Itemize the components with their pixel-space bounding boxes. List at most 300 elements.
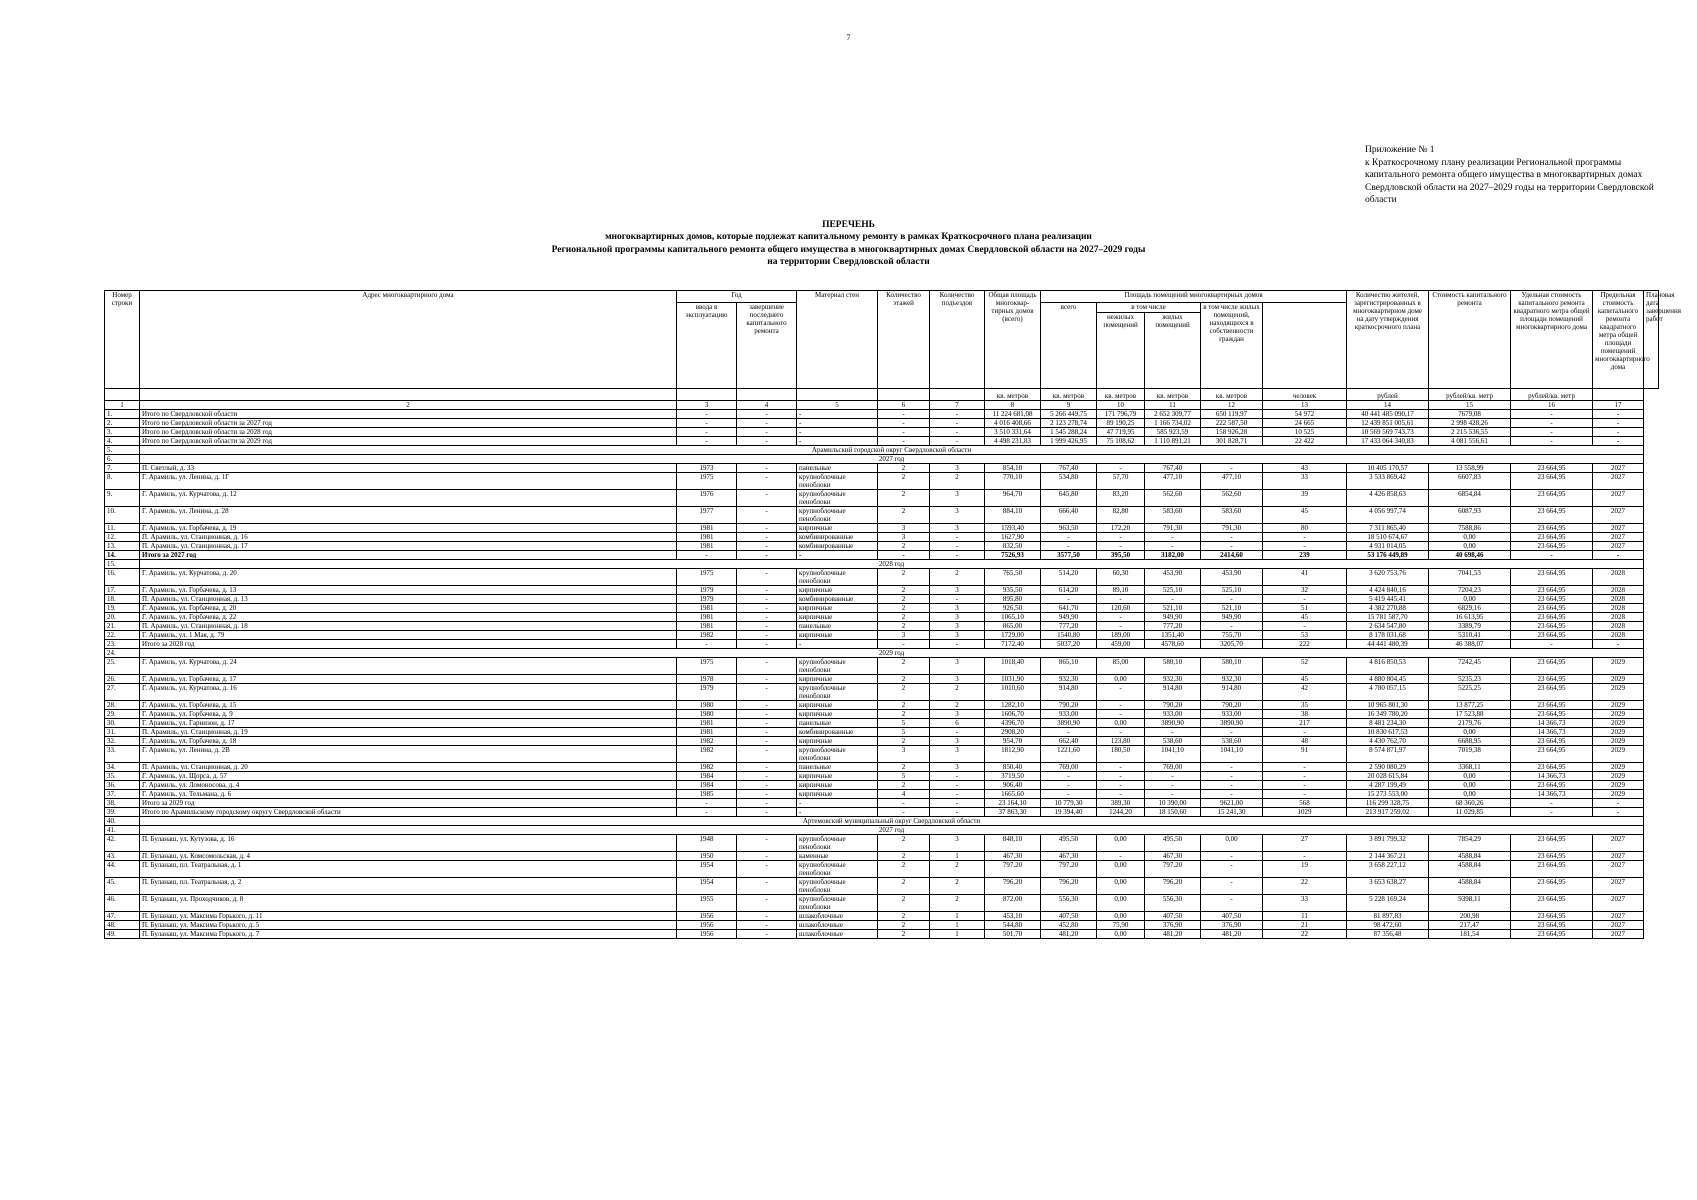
table-cell: 580,10 [1201, 658, 1263, 675]
table-cell: 21 [1263, 921, 1347, 930]
table-cell: 933,00 [1041, 710, 1097, 719]
table-cell: 43 [1263, 464, 1347, 473]
row-address: Г. Арамиль, ул. Тельмана, д. 6 [140, 790, 677, 799]
table-cell: 4 [878, 790, 930, 799]
table-cell: - [878, 799, 930, 808]
table-cell: 123,80 [1097, 737, 1145, 746]
table-cell: 769,00 [1041, 763, 1097, 772]
table-cell: 2908,20 [985, 728, 1041, 737]
table-cell: 1979 [677, 586, 737, 595]
row-number: 35. [105, 772, 140, 781]
table-cell: - [737, 604, 797, 613]
table-cell: 87 356,48 [1347, 930, 1429, 939]
table-cell: 3 891 799,32 [1347, 835, 1429, 852]
table-cell: 4396,70 [985, 719, 1041, 728]
table-cell: - [1097, 613, 1145, 622]
table-cell: 2029 [1593, 719, 1644, 728]
table-cell: 453,90 [1145, 569, 1201, 586]
table-row [105, 737, 1659, 746]
table-cell: 3 620 753,76 [1347, 569, 1429, 586]
table-cell: - [930, 640, 985, 649]
table-cell: - [1593, 799, 1644, 808]
row-number: 47. [105, 912, 140, 921]
table-cell: - [1097, 622, 1145, 631]
table-cell: крупноблочные пеноблоки [797, 684, 878, 701]
table-cell: 23 664,95 [1511, 613, 1593, 622]
table-cell: 2027 [1593, 895, 1644, 912]
table-cell: - [1145, 790, 1201, 799]
table-cell: 80 [1263, 524, 1347, 533]
table-cell: 1 [930, 930, 985, 939]
table-cell: панельные [797, 719, 878, 728]
header-total-area: Общая площадь многоквар-тирных домов (всего) [985, 291, 1041, 389]
table-cell: 27 [1263, 835, 1347, 852]
table-cell: 17 523,88 [1429, 710, 1511, 719]
table-row [105, 586, 1659, 595]
unit-cell: рублей/кв. метр [1429, 389, 1511, 401]
row-number: 20. [105, 613, 140, 622]
table-cell: кирпичные [797, 586, 878, 595]
table-cell: - [737, 586, 797, 595]
table-cell: 2 [878, 684, 930, 701]
table-cell: 467,30 [985, 852, 1041, 861]
table-cell: 1 545 288,24 [1041, 428, 1097, 437]
header-all: всего [1041, 303, 1097, 389]
table-cell: 2 [878, 658, 930, 675]
table-cell: 2 215 536,55 [1429, 428, 1511, 437]
table-cell: 40 698,46 [1429, 551, 1511, 560]
table-cell: 4588,84 [1429, 861, 1511, 878]
table-cell: 6087,93 [1429, 507, 1511, 524]
table-cell: - [930, 790, 985, 799]
table-cell: 1627,90 [985, 533, 1041, 542]
table-cell: - [1041, 728, 1097, 737]
table-cell: 2 [878, 490, 930, 507]
table-cell: 2 [878, 622, 930, 631]
table-cell: 2027 [1593, 912, 1644, 921]
table-cell: 1351,40 [1145, 631, 1201, 640]
table-cell: 2 [878, 895, 930, 912]
table-cell: - [677, 428, 737, 437]
table-cell: 1282,10 [985, 701, 1041, 710]
table-cell: 1980 [677, 710, 737, 719]
table-cell: 2029 [1593, 790, 1644, 799]
table-cell: 1812,90 [985, 746, 1041, 763]
table-cell: 3 [930, 490, 985, 507]
table-cell: 777,20 [1041, 622, 1097, 631]
table-cell: - [1097, 710, 1145, 719]
table-cell: 171 796,79 [1097, 410, 1145, 419]
section-row [105, 560, 1659, 569]
table-row [105, 640, 1659, 649]
row-number: 32. [105, 737, 140, 746]
table-cell: - [1097, 701, 1145, 710]
table-cell: 2027 [1593, 930, 1644, 939]
unit-cell [797, 389, 878, 401]
table-cell: 10 779,30 [1041, 799, 1097, 808]
table-cell: 2 [878, 921, 930, 930]
table-cell: 932,30 [1145, 675, 1201, 684]
table-cell: 797,20 [1145, 861, 1201, 878]
table-cell: 949,90 [1041, 613, 1097, 622]
table-cell: 1 110 891,21 [1145, 437, 1201, 446]
table-cell: каменные [797, 852, 878, 861]
table-cell: кирпичные [797, 604, 878, 613]
table-cell: 954,70 [985, 737, 1041, 746]
column-number: 11 [1145, 401, 1201, 410]
table-cell: комбинированные [797, 728, 878, 737]
table-cell: 376,90 [1145, 921, 1201, 930]
row-address: Г. Арамиль, ул. Курчатова, д. 24 [140, 658, 677, 675]
table-body [105, 410, 1659, 939]
table-cell: - [737, 781, 797, 790]
table-cell: - [737, 551, 797, 560]
table-cell: 2 [930, 895, 985, 912]
column-number: 16 [1511, 401, 1593, 410]
table-cell: 7 311 865,40 [1347, 524, 1429, 533]
table-cell: - [737, 808, 797, 817]
table-cell: 23 664,95 [1511, 930, 1593, 939]
row-number: 14. [105, 551, 140, 560]
table-cell: 467,30 [1041, 852, 1097, 861]
page-number: 7 [846, 33, 851, 42]
table-cell: 796,20 [1145, 878, 1201, 895]
table-cell: 585 923,59 [1145, 428, 1201, 437]
table-row [105, 878, 1659, 895]
unit-cell [140, 389, 677, 401]
table-cell: 865,10 [1041, 658, 1097, 675]
table-cell: 1041,10 [1201, 746, 1263, 763]
table-cell: 89 190,25 [1097, 419, 1145, 428]
table-cell: 1956 [677, 930, 737, 939]
header-entrances: Количество подъездов [930, 291, 985, 389]
table-cell: - [1201, 861, 1263, 878]
unit-cell: рублей [1347, 389, 1429, 401]
table-cell: 23 664,95 [1511, 569, 1593, 586]
table-cell: - [1201, 790, 1263, 799]
row-number: 13. [105, 542, 140, 551]
table-cell: - [1097, 595, 1145, 604]
header-year-repair: завершение последнего капитального ремонта [737, 303, 797, 389]
table-row [105, 428, 1659, 437]
table-row [105, 542, 1659, 551]
table-cell: панельные [797, 464, 878, 473]
table-cell: 1956 [677, 921, 737, 930]
table-cell: 213 917 259,02 [1347, 808, 1429, 817]
table-cell: 4588,84 [1429, 852, 1511, 861]
table-cell: 1948 [677, 835, 737, 852]
table-cell: 47 719,95 [1097, 428, 1145, 437]
table-cell: 0,00 [1097, 895, 1145, 912]
table-cell: 10 965 801,30 [1347, 701, 1429, 710]
table-cell: 477,10 [1201, 473, 1263, 490]
table-cell: крупноблочные пеноблоки [797, 746, 878, 763]
table-cell: 2028 [1593, 631, 1644, 640]
table-cell: 914,80 [1041, 684, 1097, 701]
table-cell: 1984 [677, 772, 737, 781]
table-cell: - [737, 930, 797, 939]
table-cell: - [737, 675, 797, 684]
column-number: 7 [930, 401, 985, 410]
table-cell: 0,00 [1429, 533, 1511, 542]
table-cell: комбинированные [797, 595, 878, 604]
row-address: П. Буланаш, ул. Кутузова, д. 16 [140, 835, 677, 852]
table-cell: 3 [930, 622, 985, 631]
header-res: жилых помещений [1145, 313, 1201, 389]
table-cell: 68 360,26 [1429, 799, 1511, 808]
table-cell: - [1041, 542, 1097, 551]
table-cell: 872,00 [985, 895, 1041, 912]
table-cell: 2028 [1593, 622, 1644, 631]
table-cell: 11 029,85 [1429, 808, 1511, 817]
row-number: 22. [105, 631, 140, 640]
table-cell: 4 430 762,70 [1347, 737, 1429, 746]
section-row [105, 826, 1659, 835]
table-cell: 3 [878, 524, 930, 533]
table-cell: 2 [930, 701, 985, 710]
table-cell: 755,70 [1201, 631, 1263, 640]
table-cell: - [930, 728, 985, 737]
table-cell: 7019,38 [1429, 746, 1511, 763]
table-cell: 23 664,95 [1511, 542, 1593, 551]
row-number: 21. [105, 622, 140, 631]
table-cell: 2 [878, 473, 930, 490]
row-number: 2. [105, 419, 140, 428]
table-cell: 1221,60 [1041, 746, 1097, 763]
table-cell: 407,50 [1201, 912, 1263, 921]
table-cell: - [1145, 595, 1201, 604]
table-cell: 32 [1263, 586, 1347, 595]
table-cell: 1981 [677, 719, 737, 728]
table-cell: - [737, 542, 797, 551]
table-cell: 797,20 [985, 861, 1041, 878]
table-cell: 895,80 [985, 595, 1041, 604]
column-number: 14 [1347, 401, 1429, 410]
row-address: П. Буланаш, пл. Театральная, д. 1 [140, 861, 677, 878]
table-cell: - [737, 622, 797, 631]
table-cell: - [737, 912, 797, 921]
table-cell: 5 [878, 772, 930, 781]
table-cell: - [737, 799, 797, 808]
table-cell: - [1201, 728, 1263, 737]
table-cell: кирпичные [797, 675, 878, 684]
header-num: Номер строки [105, 291, 140, 389]
row-address: Г. Арамиль, ул. Ленина, д. 1Г [140, 473, 677, 490]
table-cell: 2414,60 [1201, 551, 1263, 560]
table-cell: 3 [930, 763, 985, 772]
table-cell: - [1041, 533, 1097, 542]
table-cell: 35 [1263, 701, 1347, 710]
table-cell: 1975 [677, 658, 737, 675]
table-cell: 23 664,95 [1511, 595, 1593, 604]
table-cell: 832,50 [985, 542, 1041, 551]
table-cell: - [737, 921, 797, 930]
table-cell: - [737, 746, 797, 763]
table-cell: 481,20 [1145, 930, 1201, 939]
header-unit-cost: Удельная стоимость капитального ремонта квадратного метра общей площади помещений многоквартирного дома [1511, 291, 1593, 389]
row-address: П. Буланаш, ул. Проходчиков, д. 8 [140, 895, 677, 912]
table-cell: 301 828,71 [1201, 437, 1263, 446]
table-cell: 1606,70 [985, 710, 1041, 719]
table-cell: 495,50 [1145, 835, 1201, 852]
table-cell: кирпичные [797, 737, 878, 746]
column-number: 8 [985, 401, 1041, 410]
table-cell: 75,90 [1097, 921, 1145, 930]
column-number: 10 [1097, 401, 1145, 410]
table-cell: 19 394,40 [1041, 808, 1097, 817]
table-cell: 5037,20 [1041, 640, 1097, 649]
table-cell: 14 366,73 [1511, 772, 1593, 781]
row-address: Г. Арамиль, ул. Горбачева, д. 19 [140, 524, 677, 533]
row-address: Г. Арамиль, ул. Ленина, д. 2В [140, 746, 677, 763]
table-cell: 3 [930, 835, 985, 852]
table-cell: - [930, 533, 985, 542]
row-address: Итого по Свердловской области за 2028 год [140, 428, 677, 437]
table-cell: 777,20 [1145, 622, 1201, 631]
table-cell: - [737, 419, 797, 428]
table-cell: 20 028 615,84 [1347, 772, 1429, 781]
table-cell: 790,20 [1145, 701, 1201, 710]
table-cell: 2027 [1593, 835, 1644, 852]
table-cell: - [1263, 790, 1347, 799]
section-row [105, 446, 1659, 455]
table-cell: - [737, 507, 797, 524]
table-cell: крупноблочные пеноблоки [797, 658, 878, 675]
table-cell: 1 999 426,95 [1041, 437, 1097, 446]
table-cell: 3 [878, 746, 930, 763]
table-cell: 1978 [677, 675, 737, 684]
table-cell: 13 877,25 [1429, 701, 1511, 710]
header-year: Год [677, 291, 797, 303]
table-cell: 23 664,95 [1511, 878, 1593, 895]
table-cell: 3 [878, 533, 930, 542]
table-cell: 525,10 [1201, 586, 1263, 595]
table-cell: 521,10 [1145, 604, 1201, 613]
table-cell: 538,60 [1145, 737, 1201, 746]
table-cell: - [1145, 728, 1201, 737]
table-cell: 4 426 858,63 [1347, 490, 1429, 507]
table-cell: 2 [878, 613, 930, 622]
row-address: П. Буланаш, ул. Комсомольская, д. 4 [140, 852, 677, 861]
table-cell: 33 [1263, 473, 1347, 490]
table-cell: 1 166 734,02 [1145, 419, 1201, 428]
table-cell: 1975 [677, 473, 737, 490]
table-cell: 914,80 [1201, 684, 1263, 701]
table-cell: 7526,93 [985, 551, 1041, 560]
table-cell: - [1097, 464, 1145, 473]
table-cell: - [737, 428, 797, 437]
table-cell: 1981 [677, 524, 737, 533]
table-row [105, 746, 1659, 763]
table-cell: 23 664,95 [1511, 604, 1593, 613]
table-cell: - [797, 808, 878, 817]
column-number: 4 [737, 401, 797, 410]
table-cell: - [930, 542, 985, 551]
table-cell: комбинированные [797, 533, 878, 542]
section-title: 2028 год [140, 560, 1644, 569]
table-cell: 5235,23 [1429, 675, 1511, 684]
row-number: 11. [105, 524, 140, 533]
table-cell: 19 [1263, 861, 1347, 878]
table-cell: 200,98 [1429, 912, 1511, 921]
row-number: 7. [105, 464, 140, 473]
table-cell: 2 [878, 604, 930, 613]
table-cell: 3 [930, 586, 985, 595]
table-cell: 2029 [1593, 701, 1644, 710]
row-address: П. Буланаш, ул. Максима Горького, д. 5 [140, 921, 677, 930]
table-cell: 4588,84 [1429, 878, 1511, 895]
row-address: П. Буланаш, ул. Максима Горького, д. 11 [140, 912, 677, 921]
table-cell: 9621,00 [1201, 799, 1263, 808]
table-cell: - [737, 835, 797, 852]
table-cell: 568 [1263, 799, 1347, 808]
row-number: 30. [105, 719, 140, 728]
table-cell: - [1263, 728, 1347, 737]
table-cell: 1954 [677, 878, 737, 895]
table-cell: - [930, 551, 985, 560]
table-cell: - [1097, 772, 1145, 781]
table-row [105, 675, 1659, 684]
row-address: Г. Арамиль, ул. 1 Мая, д. 79 [140, 631, 677, 640]
table-cell: 8 178 031,68 [1347, 631, 1429, 640]
table-cell: - [1145, 533, 1201, 542]
table-cell: 2 123 278,74 [1041, 419, 1097, 428]
table-cell: 914,80 [1145, 684, 1201, 701]
table-cell: 1982 [677, 631, 737, 640]
table-cell: - [1263, 542, 1347, 551]
table-cell: - [737, 790, 797, 799]
table-cell: - [1511, 551, 1593, 560]
table-cell: - [1041, 772, 1097, 781]
table-cell: - [797, 551, 878, 560]
table-cell: 91 [1263, 746, 1347, 763]
table-cell: - [930, 410, 985, 419]
table-row [105, 719, 1659, 728]
table-row [105, 622, 1659, 631]
table-cell: 181,54 [1429, 930, 1511, 939]
table-cell: 23 664,95 [1511, 921, 1593, 930]
table-cell: 22 422 [1263, 437, 1347, 446]
unit-cell [878, 389, 930, 401]
table-cell: 23 664,95 [1511, 507, 1593, 524]
unit-cell: кв. метров [1041, 389, 1097, 401]
table-cell: - [1201, 895, 1263, 912]
table-cell: 477,10 [1145, 473, 1201, 490]
table-cell: 865,00 [985, 622, 1041, 631]
table-cell: - [737, 410, 797, 419]
table-cell: - [1097, 684, 1145, 701]
table-cell: - [737, 772, 797, 781]
table-cell: 3 [930, 631, 985, 640]
table-cell: - [737, 719, 797, 728]
table-cell: 13 558,99 [1429, 464, 1511, 473]
table-cell: - [1593, 551, 1644, 560]
row-number: 26. [105, 675, 140, 684]
header-nonres: нежилых помещений [1097, 313, 1145, 389]
table-cell: 2028 [1593, 595, 1644, 604]
table-cell: - [737, 490, 797, 507]
column-number: 13 [1263, 401, 1347, 410]
table-row [105, 410, 1659, 419]
table-cell: 23 664,95 [1511, 912, 1593, 921]
table-cell: 453,90 [1201, 569, 1263, 586]
table-cell: - [930, 781, 985, 790]
table-cell: - [1201, 622, 1263, 631]
table-cell: - [1511, 410, 1593, 419]
table-cell: 453,10 [985, 912, 1041, 921]
table-cell: 2 [878, 464, 930, 473]
table-cell: - [737, 710, 797, 719]
